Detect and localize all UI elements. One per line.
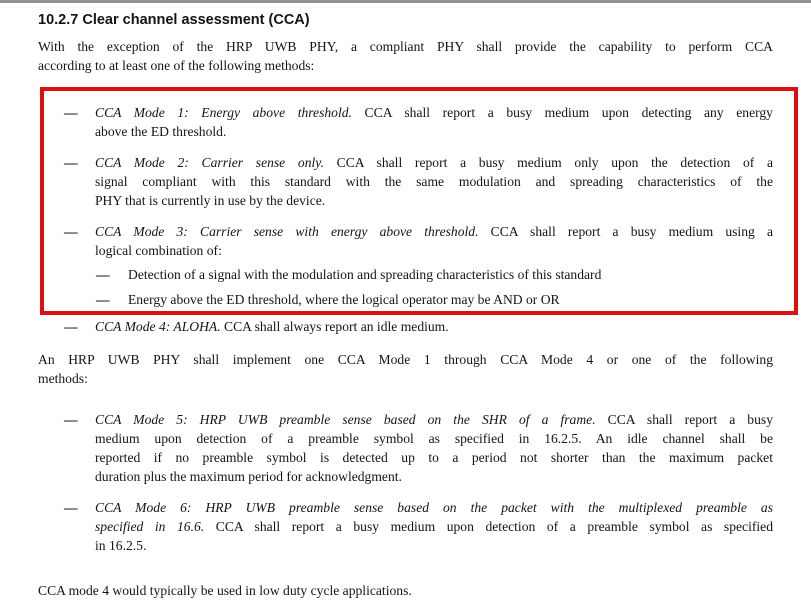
cca-modes-list-5-6 — [38, 410, 773, 555]
text-line: reported if no preamble symbol is detected up to a period not shorter than the maximum packet — [95, 450, 773, 465]
text-line: CCA mode 4 would typically be used in low duty cycle applications. — [38, 583, 412, 598]
cca-sub-item-2-text — [128, 290, 773, 309]
em-dash-bullet-icon: — — [64, 500, 78, 515]
text-line: logical combination of: — [95, 243, 222, 258]
cca-sub-item-1 — [38, 265, 773, 284]
cca-mode-item-2 — [38, 153, 773, 210]
em-dash-bullet-icon: — — [64, 105, 78, 120]
text-line: Detection of a signal with the modulation and spreading characteristics of this standard — [128, 267, 602, 282]
text-line: An HRP UWB PHY shall implement one CCA Mode 1 through CCA Mode 4 or one of the following — [38, 352, 773, 367]
cca-mode-1-text — [95, 103, 773, 141]
text-line: according to at least one of the following methods: — [38, 58, 315, 73]
text-line: duration plus the maximum period for acknowledgment. — [95, 469, 402, 484]
em-dash-bullet-icon: — — [64, 224, 78, 239]
cca-modes-list-1-4 — [38, 103, 773, 336]
text-line: specified in 16.6. CCA shall report a busy medium upon detection of a preamble symbol as specified — [95, 519, 773, 534]
cca-mode-5-text — [95, 410, 773, 486]
em-dash-bullet-icon: — — [64, 155, 78, 170]
hrp-paragraph — [38, 350, 773, 388]
intro-paragraph — [38, 37, 773, 75]
text-line: CCA Mode 5: HRP UWB preamble sense based on the SHR of a frame. CCA shall report a busy — [95, 412, 773, 427]
cca-mode-6-text — [95, 498, 773, 555]
text-line: CCA Mode 4: ALOHA. CCA shall always report an idle medium. — [95, 319, 449, 334]
em-dash-bullet-icon: — — [96, 292, 110, 307]
cca-mode-item-1 — [38, 103, 773, 141]
text-line: CCA Mode 2: Carrier sense only. CCA shall report a busy medium only upon the detection of a — [95, 155, 773, 170]
section-heading: 10.2.7 Clear channel assessment (CCA) — [38, 12, 310, 28]
text-line: in 16.2.5. — [95, 538, 147, 553]
em-dash-bullet-icon: — — [64, 412, 78, 427]
cca-mode-item-3 — [38, 222, 773, 260]
cca-sub-item-1-text — [128, 265, 773, 284]
em-dash-bullet-icon: — — [96, 267, 110, 282]
cca-mode-item-4 — [38, 317, 773, 336]
window-top-edge — [0, 0, 811, 3]
text-line: With the exception of the HRP UWB PHY, a compliant PHY shall provide the capability to perform CCA — [38, 39, 773, 54]
cca-mode-3-text — [95, 222, 773, 260]
text-line: medium upon detection of a preamble symbol as specified in 16.2.5. An idle channel shall be — [95, 431, 773, 446]
closing-paragraph — [38, 581, 773, 600]
text-line: methods: — [38, 371, 88, 386]
cca-mode-2-text — [95, 153, 773, 210]
document-page — [0, 11, 811, 600]
text-line: CCA Mode 6: HRP UWB preamble sense based on the packet with the multiplexed preamble as — [95, 500, 773, 515]
cca-sub-item-2 — [38, 290, 773, 309]
cca-mode-item-6 — [38, 498, 773, 555]
cca-mode-4-text — [95, 317, 773, 336]
text-line: signal compliant with this standard with the same modulation and spreading characteristics of the — [95, 174, 773, 189]
text-line: Energy above the ED threshold, where the logical operator may be AND or OR — [128, 292, 560, 307]
em-dash-bullet-icon: — — [64, 319, 78, 334]
text-line: PHY that is currently in use by the device. — [95, 193, 326, 208]
text-line: CCA Mode 1: Energy above threshold. CCA shall report a busy medium upon detecting any energy — [95, 105, 773, 120]
cca-mode-item-5 — [38, 410, 773, 486]
text-line: above the ED threshold. — [95, 124, 227, 139]
text-line: CCA Mode 3: Carrier sense with energy above threshold. CCA shall report a busy medium using a — [95, 224, 773, 239]
